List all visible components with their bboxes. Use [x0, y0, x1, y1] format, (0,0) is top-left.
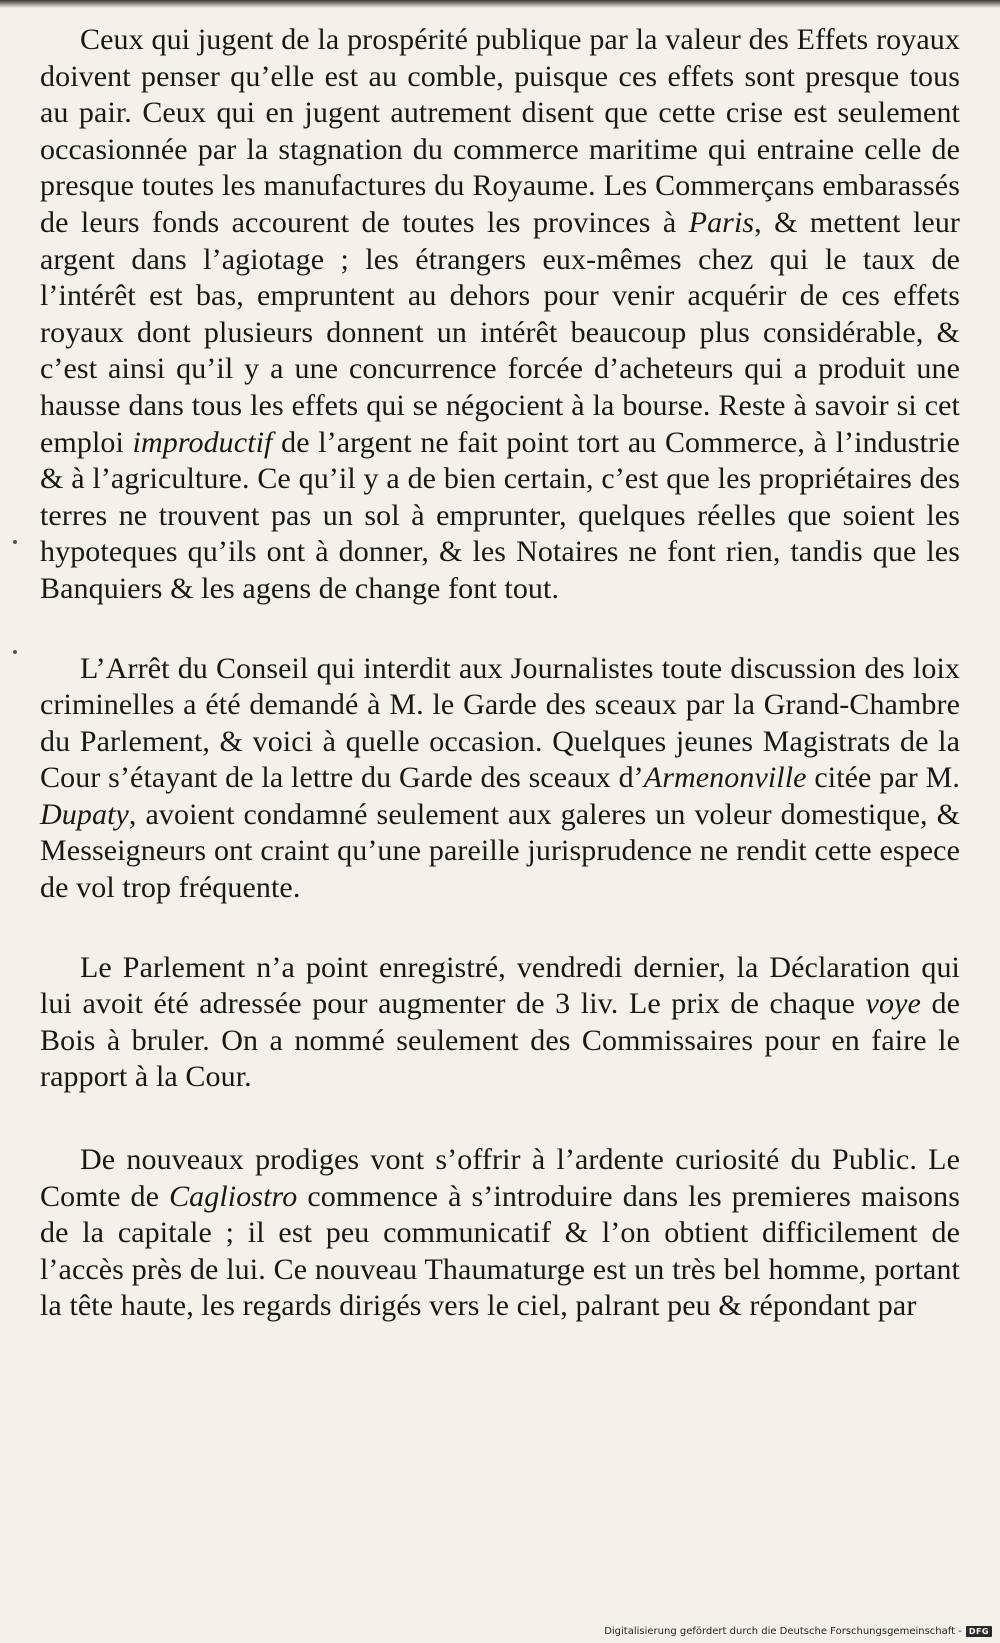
scanned-page	[40, 22, 960, 1582]
italic-text: improductif	[132, 425, 273, 459]
margin-dot	[13, 650, 17, 654]
digitization-credit	[604, 1626, 992, 1637]
paragraph-text: , & mettent leur argent dans l’agiotage ; les étrangers eux-mêmes chez qui le taux de l’intérêt est bas, empruntent au dehors pour venir acquérir de ces effets royaux dont plusieurs donnent un intérêt beaucoup plus considérable, & c’est ainsi qu’il y a une concurrence forcée d’acheteurs qui a produit une hausse dans tous les effets qui se négocient à la bourse. Reste à savoir si cet emploi	[40, 205, 961, 459]
italic-text: Armenonville	[643, 761, 807, 795]
paragraph-text: , avoient condamné seulement aux galeres un voleur domestique, & Messeigneurs ont craint qu’une pareille jurisprudence ne rendit cette espece de vol trop fréquente.	[40, 797, 960, 905]
paragraph-prosperite	[40, 22, 960, 608]
paragraph-text: Le Parlement n’a point enregistré, vendredi dernier, la Déclaration qui lui avoit été adressée pour augmenter de 3 liv. Le prix de chaque	[40, 950, 960, 1021]
paragraph-text: Ceux qui jugent de la prospérité publique par la valeur des Effets royaux doivent penser qu’elle est au comble, puisque ces effets sont presque tous au pair. Ceux qui en jugent autrement disent que cette crise est seulement occasionnée par la stagnation du commerce maritime qui entraine celle de presque toutes les manufactures du Royaume. Les Commerçans embarassés de leurs fonds accourent de toutes les provinces à	[40, 23, 960, 239]
paragraph-arret-conseil	[40, 651, 960, 907]
paragraph-cagliostro	[40, 1142, 960, 1325]
credit-text: Digitalisierung gefördert durch die Deutsche Forschungsgemeinschaft -	[604, 1626, 962, 1637]
paragraph-text: commence à s’introduire dans les premieres maisons de la capitale ; il est peu communicatif & l’on obtient difficilement de l’accès près de lui. Ce nouveau Thaumaturge est un très bel homme, portant la tête haute, les regards dirigés vers le ciel, palrant peu & répondant par	[40, 1179, 961, 1323]
paragraph-text: De nouveaux prodiges vont s’offrir à l’ardente curiosité du Public. Le Comte de	[40, 1143, 960, 1213]
italic-text: Paris	[688, 205, 755, 239]
paragraph-parlement	[40, 950, 960, 1096]
page-top-shadow	[0, 0, 1000, 8]
italic-text: Cagliostro	[169, 1179, 298, 1213]
paragraph-text: de Bois à bruler. On a nommé seulement des Commissaires pour en faire le rapport à la Cour.	[40, 987, 961, 1094]
dfg-logo-icon: DFG	[966, 1626, 992, 1637]
paragraph-text: de l’argent ne fait point tort au Commerce, à l’industrie & à l’agriculture. Ce qu’il y a de bien certain, c’est que les propriétaires des terres ne trouvent pas un sol à emprunter, quelques réelles que soient les hypoteques qu’ils ont à donner, & les Notaires ne font rien, tandis que les Banquiers & les agens de change font tout.	[40, 425, 960, 605]
paragraph-text: citée par M.	[806, 761, 960, 795]
paragraph-text: L’Arrêt du Conseil qui interdit aux Journalistes toute discussion des loix criminelles a été demandé à M. le Garde des sceaux par la Grand-Chambre du Parlement, & voici à quelle occasion. Quelques jeunes Magistrats de la Cour s’étayant de la lettre du Garde des sceaux d’	[40, 651, 960, 795]
italic-text: Dupaty	[40, 797, 129, 831]
margin-dot	[13, 540, 17, 544]
italic-text: voye	[865, 987, 921, 1021]
